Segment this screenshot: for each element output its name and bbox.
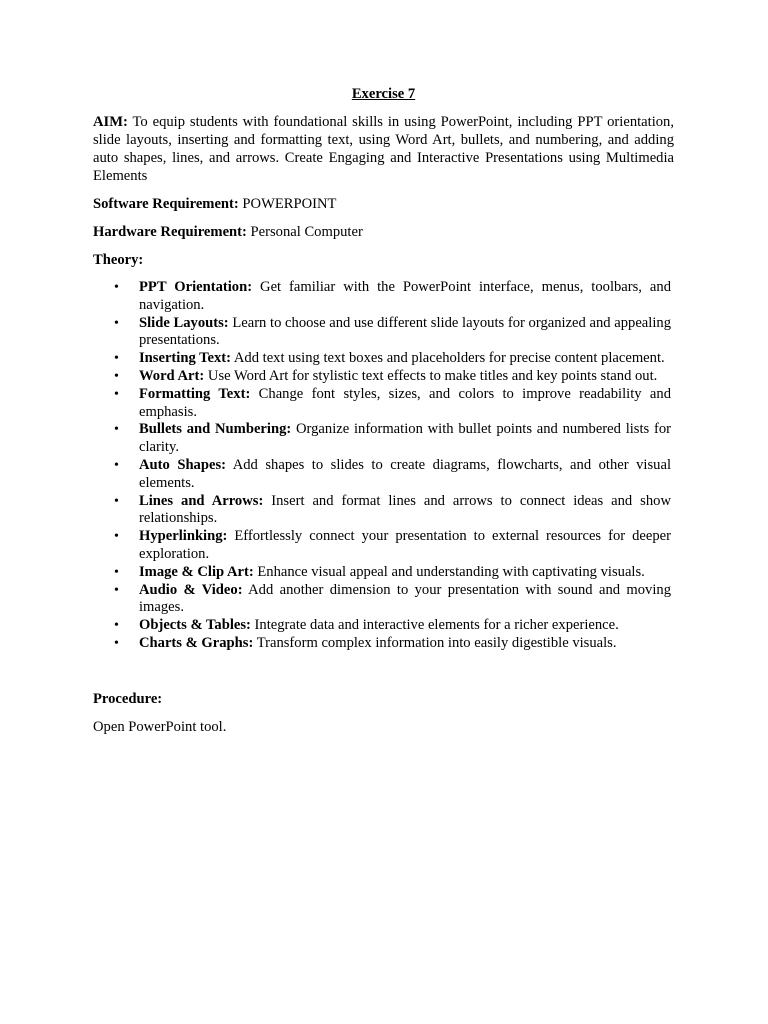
list-item-term: Inserting Text: bbox=[139, 350, 232, 367]
list-item-term: Formatting Text: bbox=[139, 385, 251, 402]
list-item-text: Effortlessly connect your presentation to external resources for deeper exploration. bbox=[139, 528, 671, 562]
list-item-text: Integrate data and interactive elements for a richer experience. bbox=[250, 617, 619, 634]
list-item-text: Organize information with bullet points and numbered lists for clarity. bbox=[139, 421, 671, 456]
list-item bbox=[93, 315, 674, 351]
software-requirement bbox=[93, 195, 674, 213]
hardware-value: Personal Computer bbox=[246, 224, 363, 240]
bullet-icon: • bbox=[114, 582, 119, 598]
list-item-term: Bullets and Numbering: bbox=[139, 421, 292, 438]
aim-paragraph bbox=[93, 113, 674, 185]
list-item-text: Enhance visual appeal and understanding with captivating visuals. bbox=[253, 563, 645, 580]
list-item-term: Hyperlinking: bbox=[139, 528, 228, 545]
list-item bbox=[93, 528, 674, 564]
list-item-term: Lines and Arrows: bbox=[139, 492, 264, 509]
bullet-icon: • bbox=[114, 635, 119, 651]
list-item bbox=[93, 564, 674, 582]
theory-list bbox=[93, 279, 674, 653]
list-item bbox=[93, 279, 674, 315]
bullet-icon: • bbox=[114, 315, 119, 331]
hardware-requirement bbox=[93, 223, 674, 241]
procedure-heading: Procedure: bbox=[93, 690, 163, 707]
bullet-icon: • bbox=[114, 618, 119, 634]
bullet-icon: • bbox=[114, 529, 119, 545]
list-item-term: Slide Layouts: bbox=[139, 314, 229, 331]
aim-label: AIM: bbox=[93, 114, 128, 130]
list-item bbox=[93, 457, 674, 493]
bullet-icon: • bbox=[114, 493, 119, 509]
procedure-text: Open PowerPoint tool. bbox=[93, 718, 227, 735]
software-value: POWERPOINT bbox=[238, 196, 337, 212]
bullet-icon: • bbox=[114, 564, 119, 580]
list-item bbox=[93, 386, 674, 422]
list-item bbox=[93, 617, 674, 635]
bullet-icon: • bbox=[114, 386, 119, 402]
software-label: Software Requirement: bbox=[93, 196, 239, 212]
aim-text: To equip students with foundational skills in using PowerPoint, including PPT orientation, slide layouts, inserting and formatting text, using Word Art, bullets, and numbering, and adding auto shapes, lines, and arrows. Create Engaging and Interactive Presentations using Multimedia Elements bbox=[93, 114, 674, 184]
list-item-text: Change font styles, sizes, and colors to improve readability and emphasis. bbox=[139, 385, 671, 420]
list-item-text: Transform complex information into easily digestible visuals. bbox=[253, 634, 617, 651]
list-item-term: PPT Orientation: bbox=[139, 279, 253, 295]
hardware-label: Hardware Requirement: bbox=[93, 224, 247, 240]
list-item-text: Learn to choose and use different slide layouts for organized and appealing presentations. bbox=[139, 314, 671, 349]
bullet-icon: • bbox=[114, 457, 119, 473]
list-item bbox=[93, 493, 674, 529]
list-item-term: Charts & Graphs: bbox=[139, 634, 254, 651]
list-item bbox=[93, 582, 674, 618]
document-page bbox=[93, 85, 674, 736]
bullet-icon: • bbox=[114, 280, 119, 295]
bullet-icon: • bbox=[114, 368, 119, 384]
list-item bbox=[93, 350, 674, 368]
list-item-text: Add another dimension to your presentation with sound and moving images. bbox=[139, 581, 672, 616]
list-item-text: Get familiar with the PowerPoint interface, menus, toolbars, and navigation. bbox=[139, 279, 671, 313]
list-item bbox=[93, 368, 674, 386]
list-item-term: Image & Clip Art: bbox=[139, 563, 254, 580]
bullet-icon: • bbox=[114, 351, 119, 367]
document-title: Exercise 7 bbox=[351, 86, 416, 102]
list-item-term: Auto Shapes: bbox=[139, 456, 226, 473]
bullet-icon: • bbox=[114, 422, 119, 438]
list-item-text: Add shapes to slides to create diagrams, flowcharts, and other visual elements. bbox=[139, 456, 671, 491]
list-item bbox=[93, 421, 674, 457]
list-item-text: Use Word Art for stylistic text effects to make titles and key points stand out. bbox=[204, 367, 658, 384]
list-item bbox=[93, 635, 674, 653]
list-item-text: Insert and format lines and arrows to connect ideas and show relationships. bbox=[139, 492, 671, 527]
list-item-term: Audio & Video: bbox=[139, 581, 243, 598]
list-item-term: Word Art: bbox=[139, 367, 205, 384]
theory-heading: Theory: bbox=[93, 252, 144, 268]
list-item-text: Add text using text boxes and placeholders for precise content placement. bbox=[231, 350, 665, 367]
list-item-term: Objects & Tables: bbox=[139, 617, 251, 634]
